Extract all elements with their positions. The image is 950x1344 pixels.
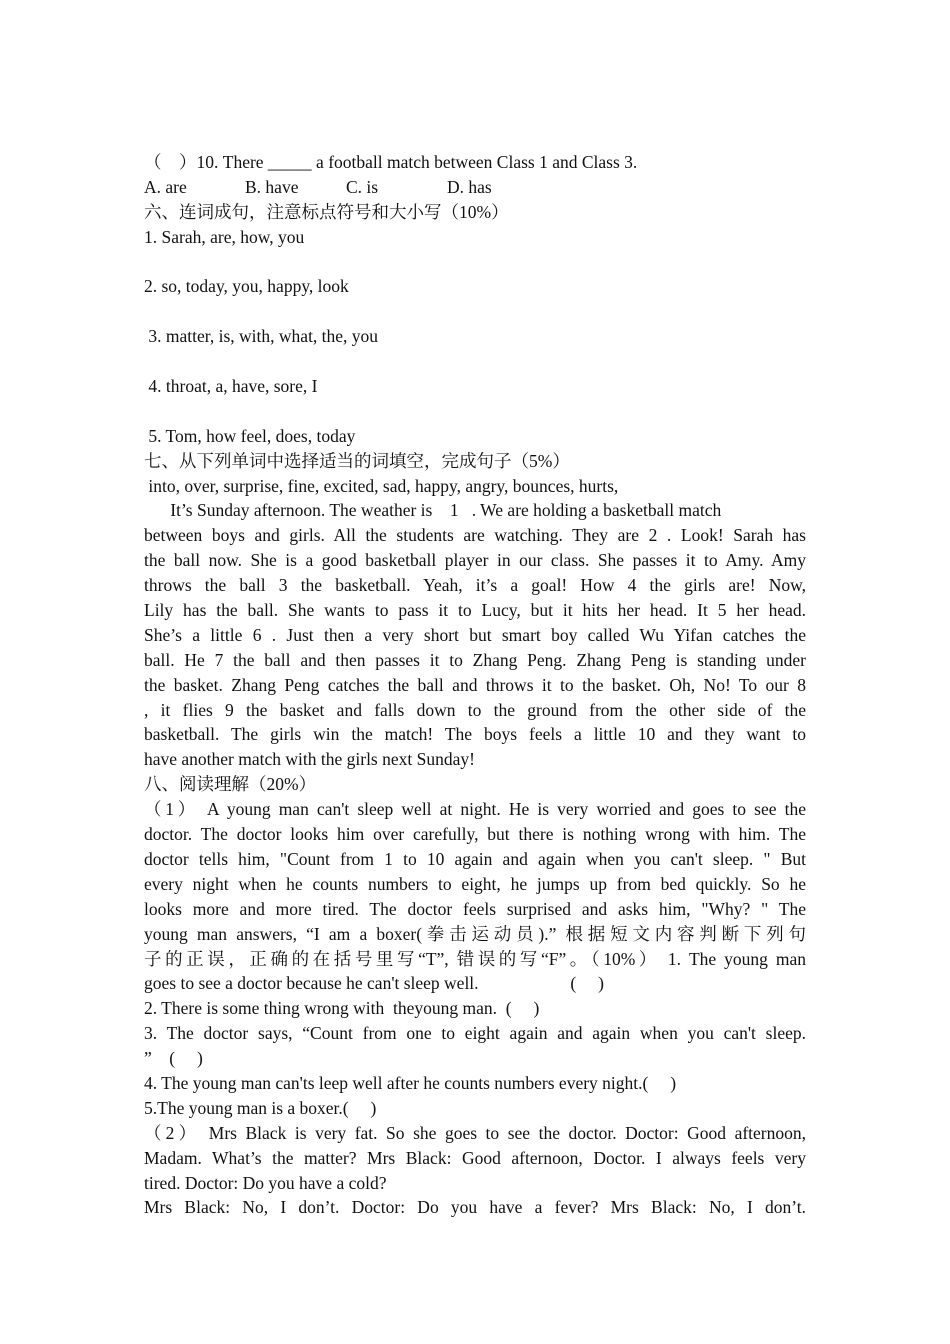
cloze-line: Lily has the ball. She wants to pass it to Lucy, but it hits her head. It 5 her head. <box>144 600 806 621</box>
cloze-line: basketball. The girls win the match! The boys feels a little 10 and they want to <box>144 724 806 745</box>
section-8-heading: 八、阅读理解（20%） <box>144 774 317 795</box>
section-7-heading: 七、从下列单词中选择适当的词填空，完成句子（5%） <box>144 450 570 471</box>
section-6-item-3: 3. matter, is, with, what, the, you <box>144 326 379 347</box>
passage-2-line: （2） Mrs Black is very fat. So she goes to see the doctor. Doctor: Good afternoon, <box>144 1122 806 1143</box>
cloze-line-last: have another match with the girls next Sunday! <box>144 749 475 770</box>
passage-1-line: 子的正误，正确的在括号里写“T”, 错误的写“F”。（10%） 1. The young man <box>144 948 806 969</box>
passage-1-line: （1） A young man can't sleep well at night. He is very worried and goes to see the <box>144 799 806 820</box>
section-6-item-4: 4. throat, a, have, sore, I <box>144 376 318 397</box>
section-7-word-bank: into, over, surprise, fine, excited, sad, happy, angry, bounces, hurts, <box>144 475 619 496</box>
passage-1-line: doctor. The doctor looks him over carefully, but there is nothing wrong with him. The <box>144 824 806 845</box>
option-c: C. is <box>346 176 379 197</box>
section-6-heading: 六、连词成句，注意标点符号和大小写（10%） <box>144 201 509 222</box>
tf-item-3: 3. The doctor says, “Count from one to eight again and again when you can't sleep. <box>144 1023 806 1044</box>
cloze-line: ball. He 7 the ball and then passes it to Zhang Peng. Zhang Peng is standing under <box>144 649 806 670</box>
passage-2-line: Madam. What’s the matter? Mrs Black: Good afternoon, Doctor. I always feels very <box>144 1147 806 1168</box>
cloze-line: It’s Sunday afternoon. The weather is 1 . We are holding a basketball match <box>144 500 722 521</box>
passage-2-line: tired. Doctor: Do you have a cold? <box>144 1172 387 1193</box>
option-d: D. has <box>447 176 492 197</box>
section-6-item-2: 2. so, today, you, happy, look <box>144 276 349 297</box>
question-10-stem: （ ）10. There _____ a football match between Class 1 and Class 3. <box>144 152 638 172</box>
cloze-line: the basket. Zhang Peng catches the ball and throws it to the basket. Oh, No! To our 8 <box>144 674 806 695</box>
tf-item-2: 2. There is some thing wrong with theyoung man. ( ) <box>144 998 540 1019</box>
cloze-line: the ball now. She is a good basketball player in our class. She passes it to Amy. Amy <box>144 550 806 571</box>
tf-item-4: 4. The young man can'ts leep well after he counts numbers every night.( ) <box>144 1072 677 1093</box>
passage-2-line: Mrs Black: No, I don’t. Doctor: Do you have a fever? Mrs Black: No, I don’t. <box>144 1197 806 1218</box>
option-a: A. are <box>144 176 187 197</box>
cloze-line: She’s a little 6 . Just then a very short but smart boy called Wu Yifan catches the <box>144 624 806 645</box>
tf-item-3-tail: ” ( ) <box>144 1048 203 1069</box>
cloze-line: , it flies 9 the basket and falls down to the ground from the other side of the <box>144 699 806 720</box>
passage-1-line: doctor tells him, "Count from 1 to 10 again and again when you can't sleep. " But <box>144 848 806 869</box>
cloze-line: throws the ball 3 the basketball. Yeah, it’s a goal! How 4 the girls are! Now, <box>144 575 806 596</box>
section-6-item-5: 5. Tom, how feel, does, today <box>144 425 356 446</box>
tf-item-1: goes to see a doctor because he can't sleep well. ( ) <box>144 973 604 994</box>
worksheet-page <box>144 150 806 1220</box>
cloze-line: between boys and girls. All the students are watching. They are 2 . Look! Sarah has <box>144 525 806 546</box>
question-10-options <box>144 175 806 200</box>
passage-1-line: every night when he counts numbers to eight, he jumps up from bed quickly. So he <box>144 873 806 894</box>
passage-1-line: looks more and more tired. The doctor feels surprised and asks him, "Why? " The <box>144 898 806 919</box>
section-6-item-1: 1. Sarah, are, how, you <box>144 226 305 247</box>
option-b: B. have <box>245 176 299 197</box>
tf-item-5: 5.The young man is a boxer.( ) <box>144 1097 377 1118</box>
passage-1-line: young man answers, “I am a boxer(拳击运动员).” 根据短文内容判断下列句 <box>144 923 806 944</box>
